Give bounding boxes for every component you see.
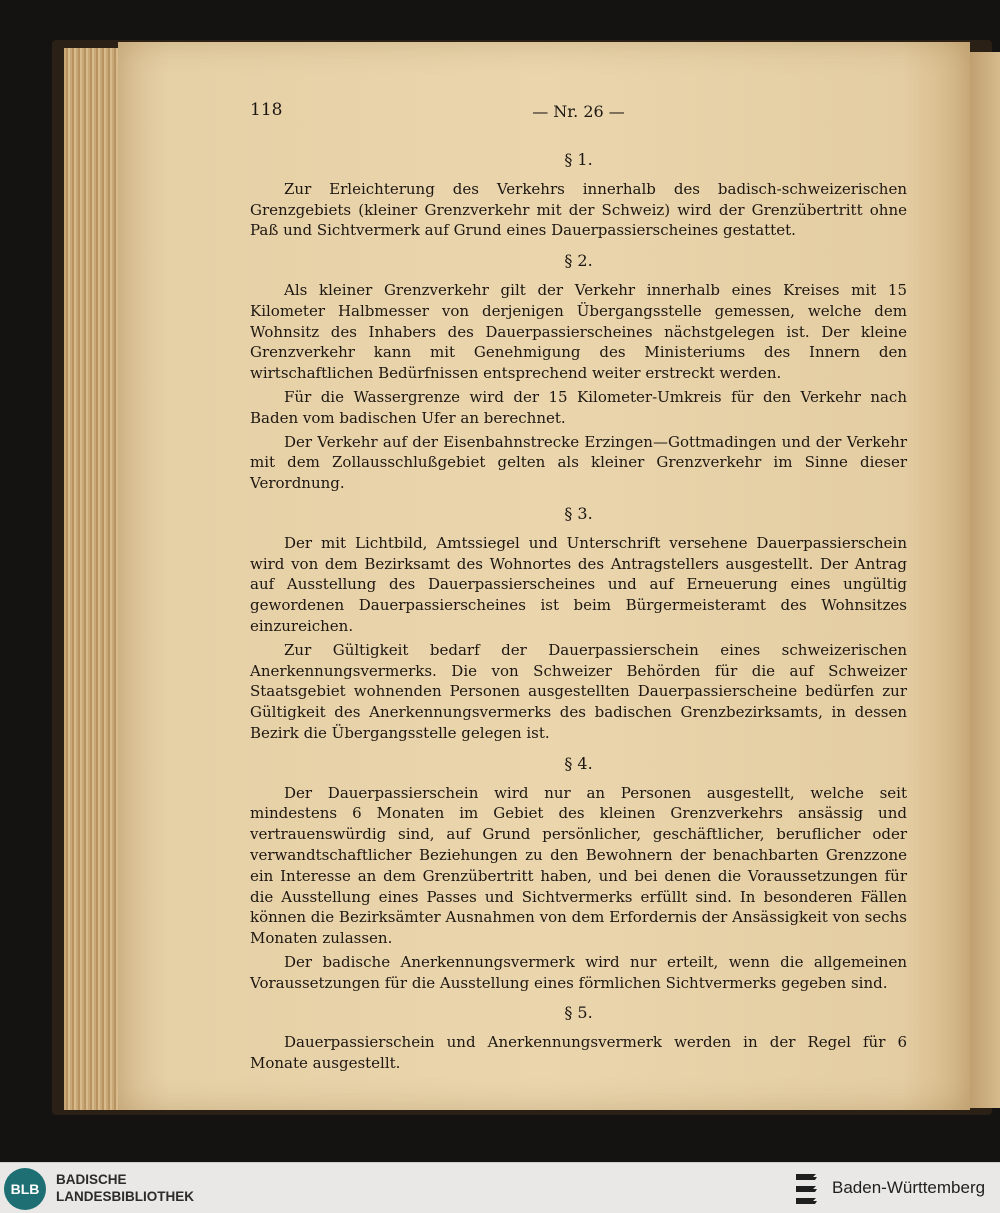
section-4: [250, 754, 907, 994]
page-header: [250, 100, 907, 140]
page-number: 118: [250, 100, 283, 120]
paragraph: Für die Wassergrenze wird der 15 Kilometer-Umkreis für den Verkehr nach Baden vom badischen Ufer an berechnet.: [250, 387, 907, 427]
baden-wuerttemberg-lions-icon: [792, 1169, 824, 1207]
library-name-line2: LANDESBIBLIOTHEK: [56, 1189, 194, 1204]
paragraph: Zur Erleichterung des Verkehrs innerhalb des badisch-schweizerischen Grenzgebiets (kleiner Grenzverkehr mit der Schweiz) wird der Grenzübertritt ohne Paß und Sichtvermerk auf Grund eines Dauerpassierscheines gestattet.: [250, 179, 907, 240]
paragraph: Der mit Lichtbild, Amtssiegel und Unterschrift versehene Dauerpassierschein wird von dem Bezirksamt des Wohnortes des Antragstellers ausgestellt. Der Antrag auf Ausstellung des Dauerpassierscheines und auf Erneuerung eines ungültig gewordenen Dauerpassierscheines ist beim Bürgermeisteramt des Wohnsitzes einzureichen.: [250, 533, 907, 635]
section-heading: § 5.: [564, 1003, 593, 1023]
page-text: [250, 100, 907, 1074]
paragraph: Als kleiner Grenzverkehr gilt der Verkehr innerhalb eines Kreises mit 15 Kilometer Halbmesser von derjenigen Übergangsstelle gemessen, welche dem Wohnsitz des Inhabers des Dauerpassierscheines nächstgelegen ist. Der kleine Grenzverkehr kann mit Genehmigung des Ministeriums des Innern den wirtschaftlichen Bedürfnissen entsprechend weiter erstreckt werden.: [250, 280, 907, 383]
paragraph: Der Dauerpassierschein wird nur an Personen ausgestellt, welche seit mindestens 6 Monaten im Gebiet des kleinen Grenzverkehrs ansässig und vertrauenswürdig sind, auf Grund persönlicher, geschäftlicher, beruflicher oder verwandtschaftlicher Beziehungen zu den Bewohnern der benachbarten Grenzzone ein Interesse an dem Grenzübertritt haben, und bei denen die Voraussetzungen für die Ausstellung eines Passes und Sichtvermerks erfüllt sind. In besonderen Fällen können die Bezirksämter Ausnahmen von dem Erfordernis der Ansässigkeit von sechs Monaten zulassen.: [250, 783, 907, 948]
paragraph: Der Verkehr auf der Eisenbahnstrecke Erzingen—Gottmadingen und der Verkehr mit dem Zollausschlußgebiet gelten als kleiner Grenzverkehr im Sinne dieser Verordnung.: [250, 432, 907, 493]
paragraph: Der badische Anerkennungsvermerk wird nur erteilt, wenn die allgemeinen Voraussetzungen für die Ausstellung eines förmlichen Sichtvermerks gegeben sind.: [250, 952, 907, 992]
library-name[interactable]: [56, 1171, 194, 1205]
running-head: — Nr. 26 —: [532, 102, 625, 121]
section-heading: § 2.: [564, 251, 593, 271]
section-1: [250, 150, 907, 241]
section-3: [250, 504, 907, 744]
state-name[interactable]: Baden-Württemberg: [832, 1178, 986, 1197]
paragraph: Zur Gültigkeit bedarf der Dauerpassierschein eines schweizerischen Anerkennungsvermerks. Die von Schweizer Behörden für die auf Schweizer Staatsgebiet wohnenden Personen ausgestellten Dauerpassierscheine bedürfen zur Gültigkeit des Anerkennungsvermerks des badischen Grenzbezirksamts, in dessen Bezirk die Übergangsstelle gelegen ist.: [250, 640, 907, 742]
section-heading: § 1.: [564, 150, 593, 169]
section-heading: § 4.: [564, 753, 593, 773]
library-name-line1: BADISCHE: [56, 1172, 127, 1187]
section-2: [250, 251, 907, 494]
footer-bar: [0, 1162, 1000, 1213]
section-5: [250, 1003, 907, 1073]
section-heading: § 3.: [564, 503, 593, 523]
paragraph: Dauerpassierschein und Anerkennungsvermerk werden in der Regel für 6 Monate ausgestellt.: [250, 1033, 907, 1073]
blb-logo-icon[interactable]: BLB: [4, 1168, 46, 1210]
